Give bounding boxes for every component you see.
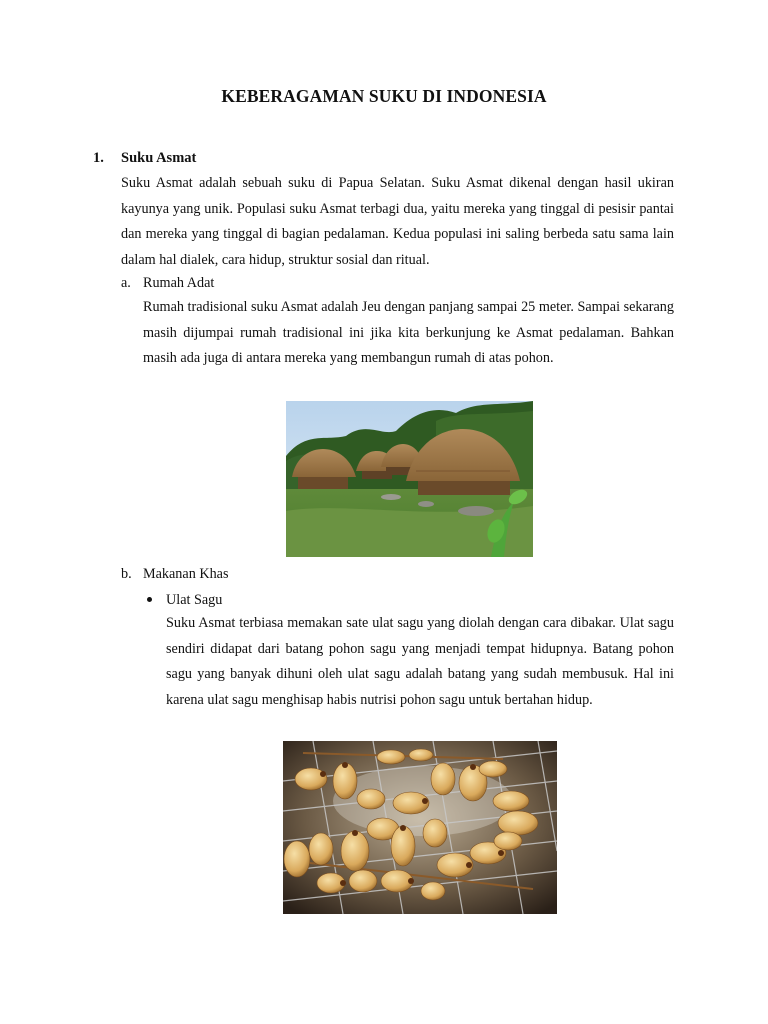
bullet-dot	[147, 597, 152, 602]
subsection-a-paragraph: Rumah tradisional suku Asmat adalah Jeu dengan panjang sampai 25 meter. Sampai sekarang masih dijumpai rumah tradisional ini jika kita berkunjung ke Asmat pedalaman. Bahkan masih ada juga di antara mereka yang membangun rumah di atas pohon.	[143, 299, 674, 366]
section-heading: Suku Asmat	[121, 150, 197, 166]
ulat-sagu-photo	[283, 741, 557, 914]
section-number: 1.	[93, 150, 104, 166]
subsection-a-letter: a.	[121, 275, 131, 291]
rumah-adat-photo	[286, 401, 533, 557]
document-title: KEBERAGAMAN SUKU DI INDONESIA	[221, 86, 547, 106]
bullet-paragraph: Suku Asmat terbiasa memakan sate ulat sagu yang diolah dengan cara dibakar. Ulat sagu sendiri didapat dari batang pohon sagu yang menjadi tempat hidupnya. Batang pohon sagu yang banyak dihuni oleh ulat sagu adalah batang yang sudah membusuk. Hal ini karena ulat sagu menghisap habis nutrisi pohon sagu untuk bertahan hidup.	[166, 615, 674, 708]
subsection-b-heading: Makanan Khas	[143, 566, 229, 582]
section-paragraph: Suku Asmat adalah sebuah suku di Papua Selatan. Suku Asmat dikenal dengan hasil ukiran kayunya yang unik. Populasi suku Asmat terbagi dua, yaitu mereka yang tinggal di pesisir pantai dan mereka yang tinggal di bagian pedalaman. Kedua populasi ini saling berbeda satu sama lain dalam hal dialek, cara hidup, struktur sosial dan ritual.	[121, 175, 674, 268]
bullet-heading: Ulat Sagu	[166, 592, 223, 608]
subsection-a-heading: Rumah Adat	[143, 275, 215, 291]
subsection-b-letter: b.	[121, 566, 132, 582]
